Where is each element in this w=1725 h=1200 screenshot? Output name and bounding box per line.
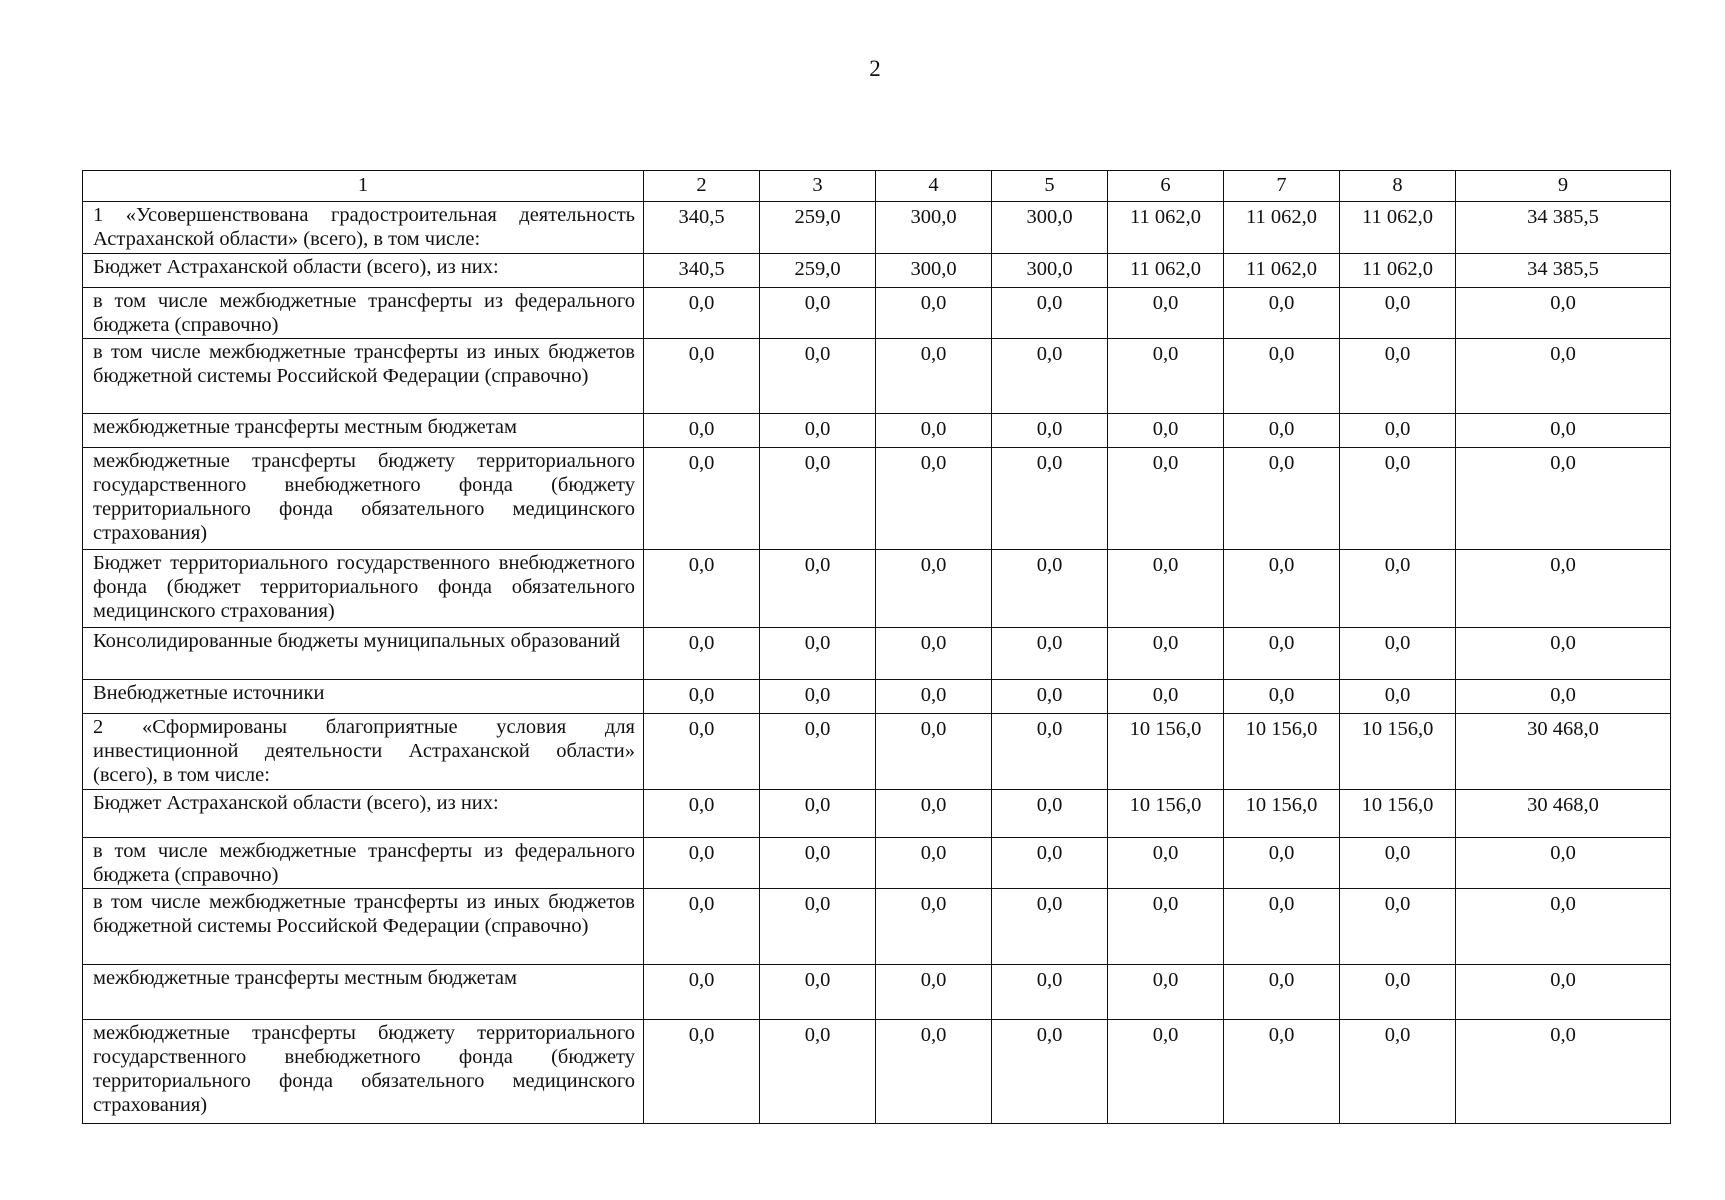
row-label: Консолидированные бюджеты муниципальных образований (83, 628, 644, 680)
value-cell: 300,0 (876, 254, 992, 288)
value-cell: 0,0 (1340, 448, 1456, 550)
value-cell: 0,0 (992, 889, 1108, 965)
value-cell: 0,0 (644, 339, 760, 414)
value-cell: 0,0 (760, 838, 876, 889)
value-cell: 0,0 (1224, 1020, 1340, 1124)
value-cell: 0,0 (1340, 680, 1456, 714)
value-cell: 0,0 (992, 550, 1108, 628)
value-cell: 0,0 (992, 790, 1108, 838)
table-row (83, 288, 1671, 339)
row-total-cell: 0,0 (1456, 339, 1671, 414)
value-cell: 10 156,0 (1340, 714, 1456, 790)
value-cell: 0,0 (992, 714, 1108, 790)
value-cell: 0,0 (1340, 889, 1456, 965)
row-total-cell: 0,0 (1456, 550, 1671, 628)
row-label: Бюджет Астраханской области (всего), из них: (83, 254, 644, 288)
value-cell: 0,0 (1340, 288, 1456, 339)
row-label: 2 «Сформированы благоприятные условия для инвестиционной деятельности Астраханской области» (всего), в том числе: (83, 714, 644, 790)
value-cell: 0,0 (644, 628, 760, 680)
row-label: Бюджет территориального государственного внебюджетного фонда (бюджет территориального фонда обязательного медицинского страхования) (83, 550, 644, 628)
page-number: 2 (869, 56, 881, 81)
row-total-cell: 34 385,5 (1456, 254, 1671, 288)
column-header-1: 1 (83, 171, 644, 202)
column-header-6: 6 (1108, 171, 1224, 202)
row-total-cell: 0,0 (1456, 680, 1671, 714)
value-cell: 0,0 (644, 838, 760, 889)
row-total-cell: 0,0 (1456, 414, 1671, 448)
value-cell: 0,0 (1224, 889, 1340, 965)
value-cell: 0,0 (992, 414, 1108, 448)
value-cell: 0,0 (876, 1020, 992, 1124)
value-cell: 0,0 (876, 288, 992, 339)
value-cell: 10 156,0 (1108, 714, 1224, 790)
value-cell: 10 156,0 (1224, 714, 1340, 790)
row-total-cell: 0,0 (1456, 448, 1671, 550)
column-header-9: 9 (1456, 171, 1671, 202)
value-cell: 0,0 (876, 965, 992, 1020)
value-cell: 11 062,0 (1108, 254, 1224, 288)
value-cell: 0,0 (876, 838, 992, 889)
column-header-5: 5 (992, 171, 1108, 202)
table-row (83, 714, 1671, 790)
table-row (83, 628, 1671, 680)
value-cell: 0,0 (992, 1020, 1108, 1124)
value-cell: 0,0 (1224, 680, 1340, 714)
value-cell: 0,0 (644, 714, 760, 790)
table-row (83, 448, 1671, 550)
value-cell: 10 156,0 (1224, 790, 1340, 838)
row-label: в том числе межбюджетные трансферты из иных бюджетов бюджетной системы Российской Федерации (справочно) (83, 889, 644, 965)
value-cell: 0,0 (644, 448, 760, 550)
row-label: межбюджетные трансферты местным бюджетам (83, 965, 644, 1020)
value-cell: 300,0 (992, 202, 1108, 254)
value-cell: 0,0 (1340, 838, 1456, 889)
value-cell: 0,0 (760, 680, 876, 714)
value-cell: 0,0 (760, 889, 876, 965)
value-cell: 0,0 (1224, 339, 1340, 414)
column-header-8: 8 (1340, 171, 1456, 202)
value-cell: 0,0 (1108, 889, 1224, 965)
value-cell: 0,0 (1224, 550, 1340, 628)
value-cell: 0,0 (992, 965, 1108, 1020)
column-header-4: 4 (876, 171, 992, 202)
value-cell: 0,0 (644, 414, 760, 448)
value-cell: 0,0 (1224, 838, 1340, 889)
table-row (83, 838, 1671, 889)
value-cell: 0,0 (992, 288, 1108, 339)
value-cell: 0,0 (1108, 1020, 1224, 1124)
value-cell: 0,0 (876, 714, 992, 790)
value-cell: 0,0 (876, 790, 992, 838)
value-cell: 0,0 (1224, 448, 1340, 550)
value-cell: 259,0 (760, 202, 876, 254)
value-cell: 0,0 (760, 714, 876, 790)
column-header-2: 2 (644, 171, 760, 202)
value-cell: 0,0 (1108, 965, 1224, 1020)
row-total-cell: 0,0 (1456, 288, 1671, 339)
table-row (83, 339, 1671, 414)
row-label: межбюджетные трансферты бюджету территориального государственного внебюджетного фонда (бюджету территориального фонда обязательного медицинского страхования) (83, 448, 644, 550)
value-cell: 0,0 (760, 339, 876, 414)
table-row (83, 550, 1671, 628)
value-cell: 0,0 (876, 448, 992, 550)
column-header-7: 7 (1224, 171, 1340, 202)
value-cell: 0,0 (644, 790, 760, 838)
value-cell: 0,0 (1340, 339, 1456, 414)
value-cell: 0,0 (1224, 628, 1340, 680)
value-cell: 0,0 (760, 414, 876, 448)
value-cell: 0,0 (876, 550, 992, 628)
table-row (83, 1020, 1671, 1124)
value-cell: 0,0 (1224, 414, 1340, 448)
table-row (83, 414, 1671, 448)
value-cell: 300,0 (992, 254, 1108, 288)
value-cell: 0,0 (992, 448, 1108, 550)
value-cell: 0,0 (876, 889, 992, 965)
value-cell: 259,0 (760, 254, 876, 288)
value-cell: 0,0 (760, 288, 876, 339)
value-cell: 11 062,0 (1224, 254, 1340, 288)
table-row (83, 889, 1671, 965)
row-total-cell: 34 385,5 (1456, 202, 1671, 254)
value-cell: 0,0 (1108, 288, 1224, 339)
budget-table (82, 170, 1671, 1124)
table-row (83, 680, 1671, 714)
table-row (83, 965, 1671, 1020)
value-cell: 0,0 (1224, 965, 1340, 1020)
table-row (83, 202, 1671, 254)
value-cell: 0,0 (760, 1020, 876, 1124)
row-total-cell: 30 468,0 (1456, 714, 1671, 790)
value-cell: 0,0 (760, 965, 876, 1020)
value-cell: 10 156,0 (1340, 790, 1456, 838)
row-label: Внебюджетные источники (83, 680, 644, 714)
value-cell: 0,0 (644, 680, 760, 714)
value-cell: 11 062,0 (1224, 202, 1340, 254)
value-cell: 0,0 (1340, 550, 1456, 628)
value-cell: 11 062,0 (1108, 202, 1224, 254)
value-cell: 0,0 (876, 628, 992, 680)
value-cell: 0,0 (644, 889, 760, 965)
value-cell: 0,0 (644, 965, 760, 1020)
column-header-3: 3 (760, 171, 876, 202)
value-cell: 0,0 (760, 550, 876, 628)
value-cell: 0,0 (1340, 1020, 1456, 1124)
row-total-cell: 0,0 (1456, 1020, 1671, 1124)
value-cell: 0,0 (1224, 288, 1340, 339)
value-cell: 0,0 (1108, 448, 1224, 550)
value-cell: 0,0 (1108, 339, 1224, 414)
row-label: межбюджетные трансферты бюджету территориального государственного внебюджетного фонда (бюджету территориального фонда обязательного медицинского страхования) (83, 1020, 644, 1124)
value-cell: 0,0 (1108, 680, 1224, 714)
row-label: в том числе межбюджетные трансферты из иных бюджетов бюджетной системы Российской Федерации (справочно) (83, 339, 644, 414)
header-row (83, 171, 1671, 202)
row-total-cell: 30 468,0 (1456, 790, 1671, 838)
value-cell: 11 062,0 (1340, 202, 1456, 254)
value-cell: 0,0 (1108, 550, 1224, 628)
value-cell: 0,0 (644, 550, 760, 628)
value-cell: 0,0 (644, 288, 760, 339)
row-total-cell: 0,0 (1456, 965, 1671, 1020)
value-cell: 0,0 (760, 628, 876, 680)
value-cell: 0,0 (992, 339, 1108, 414)
value-cell: 0,0 (1340, 628, 1456, 680)
value-cell: 10 156,0 (1108, 790, 1224, 838)
value-cell: 0,0 (992, 838, 1108, 889)
row-total-cell: 0,0 (1456, 628, 1671, 680)
value-cell: 340,5 (644, 202, 760, 254)
value-cell: 340,5 (644, 254, 760, 288)
value-cell: 0,0 (876, 680, 992, 714)
row-label: Бюджет Астраханской области (всего), из них: (83, 790, 644, 838)
value-cell: 0,0 (876, 339, 992, 414)
value-cell: 0,0 (1340, 414, 1456, 448)
value-cell: 0,0 (1108, 838, 1224, 889)
row-total-cell: 0,0 (1456, 838, 1671, 889)
value-cell: 0,0 (760, 790, 876, 838)
value-cell: 0,0 (644, 1020, 760, 1124)
row-label: межбюджетные трансферты местным бюджетам (83, 414, 644, 448)
table-row (83, 254, 1671, 288)
value-cell: 0,0 (992, 680, 1108, 714)
value-cell: 0,0 (1108, 628, 1224, 680)
row-label: в том числе межбюджетные трансферты из федерального бюджета (справочно) (83, 288, 644, 339)
value-cell: 0,0 (760, 448, 876, 550)
row-label: в том числе межбюджетные трансферты из федерального бюджета (справочно) (83, 838, 644, 889)
value-cell: 0,0 (1340, 965, 1456, 1020)
value-cell: 0,0 (992, 628, 1108, 680)
table-row (83, 790, 1671, 838)
value-cell: 11 062,0 (1340, 254, 1456, 288)
row-total-cell: 0,0 (1456, 889, 1671, 965)
value-cell: 0,0 (1108, 414, 1224, 448)
row-label: 1 «Усовершенствована градостроительная деятельность Астраханской области» (всего), в том числе: (83, 202, 644, 254)
value-cell: 0,0 (876, 414, 992, 448)
value-cell: 300,0 (876, 202, 992, 254)
